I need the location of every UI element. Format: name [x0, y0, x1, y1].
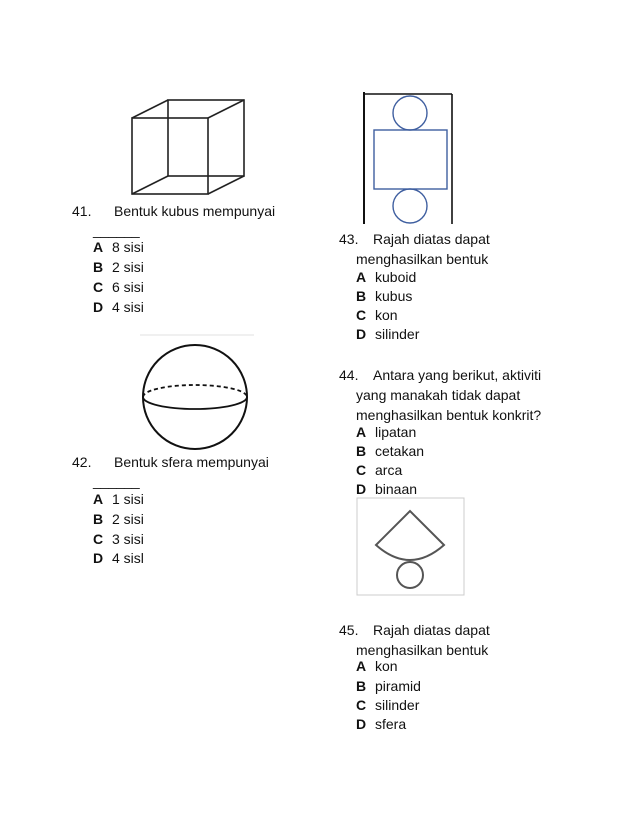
- option-letter: B: [356, 443, 367, 459]
- question-41: [72, 202, 302, 222]
- question-text-line2: menghasilkan bentuk: [356, 642, 489, 658]
- option-text: kuboid: [375, 269, 417, 285]
- option-b[interactable]: [93, 510, 144, 529]
- question-text: Bentuk kubus mempunyai: [114, 203, 276, 219]
- option-text: 4 sisi: [112, 299, 144, 315]
- option-letter: B: [93, 259, 104, 275]
- option-letter: B: [356, 678, 367, 694]
- question-43: [339, 230, 579, 270]
- option-text: sfera: [375, 716, 407, 732]
- option-letter: B: [93, 511, 104, 527]
- option-text: silinder: [375, 326, 420, 342]
- option-c[interactable]: [93, 278, 144, 297]
- option-letter: A: [93, 491, 104, 507]
- option-a[interactable]: [356, 657, 398, 676]
- question-text-line1: Rajah diatas dapat: [373, 231, 490, 247]
- option-letter: A: [356, 269, 367, 285]
- option-b[interactable]: [356, 677, 421, 696]
- option-letter: A: [356, 424, 367, 440]
- option-text: arca: [375, 462, 403, 478]
- question-text-line2: menghasilkan bentuk: [356, 251, 489, 267]
- question-text-line1: Rajah diatas dapat: [373, 622, 490, 638]
- option-text: binaan: [375, 481, 418, 497]
- cylinder-net-figure: [362, 92, 454, 226]
- question-number: 41.: [72, 203, 92, 219]
- option-d[interactable]: [93, 549, 144, 568]
- option-c[interactable]: [93, 530, 144, 549]
- question-42: [72, 453, 302, 473]
- option-text: cetakan: [375, 443, 425, 459]
- option-text: kubus: [375, 288, 413, 304]
- option-a[interactable]: [93, 238, 144, 257]
- option-text: 4 sisl: [112, 550, 144, 566]
- option-b[interactable]: [93, 258, 144, 277]
- option-text: kon: [375, 307, 398, 323]
- cone-net-figure: [356, 497, 466, 597]
- option-text: 1 sisi: [112, 491, 144, 507]
- question-number: 44.: [339, 367, 359, 383]
- question-45: [339, 621, 579, 661]
- option-text: silinder: [375, 697, 420, 713]
- option-text: lipatan: [375, 424, 417, 440]
- option-letter: D: [356, 326, 367, 342]
- question-text-line2: yang manakah tidak dapat: [356, 387, 521, 403]
- option-letter: C: [356, 697, 367, 713]
- option-b[interactable]: [356, 287, 412, 306]
- option-letter: A: [356, 658, 367, 674]
- cube-figure: [128, 98, 248, 198]
- option-d[interactable]: [356, 715, 406, 734]
- option-letter: D: [93, 550, 104, 566]
- option-letter: D: [356, 716, 367, 732]
- option-text: 8 sisi: [112, 239, 144, 255]
- option-c[interactable]: [356, 306, 398, 325]
- answer-blank: ______: [93, 222, 140, 238]
- option-letter: C: [93, 531, 104, 547]
- option-text: 2 sisi: [112, 511, 144, 527]
- option-text: 6 sisi: [112, 279, 144, 295]
- question-number: 42.: [72, 454, 92, 470]
- question-number: 43.: [339, 231, 359, 247]
- option-text: 3 sisi: [112, 531, 144, 547]
- option-a[interactable]: [356, 268, 416, 287]
- option-letter: C: [356, 307, 367, 323]
- sphere-figure: [132, 334, 258, 456]
- option-text: 2 sisi: [112, 259, 144, 275]
- question-text-line1: Antara yang berikut, aktiviti: [373, 367, 542, 383]
- answer-blank: ______: [93, 473, 140, 489]
- question-44: [339, 366, 589, 426]
- option-letter: B: [356, 288, 367, 304]
- question-number: 45.: [339, 622, 359, 638]
- option-d[interactable]: [93, 298, 144, 317]
- option-a[interactable]: [93, 490, 144, 509]
- option-a[interactable]: [356, 423, 416, 442]
- option-c[interactable]: [356, 696, 419, 715]
- question-text-line3: menghasilkan bentuk konkrit?: [356, 407, 542, 423]
- option-letter: C: [93, 279, 104, 295]
- option-d[interactable]: [356, 325, 419, 344]
- option-letter: C: [356, 462, 367, 478]
- option-letter: A: [93, 239, 104, 255]
- option-letter: D: [93, 299, 104, 315]
- option-text: kon: [375, 658, 398, 674]
- option-text: piramid: [375, 678, 421, 694]
- option-b[interactable]: [356, 442, 424, 461]
- option-c[interactable]: [356, 461, 402, 480]
- question-text: Bentuk sfera mempunyai: [114, 454, 269, 470]
- option-letter: D: [356, 481, 367, 497]
